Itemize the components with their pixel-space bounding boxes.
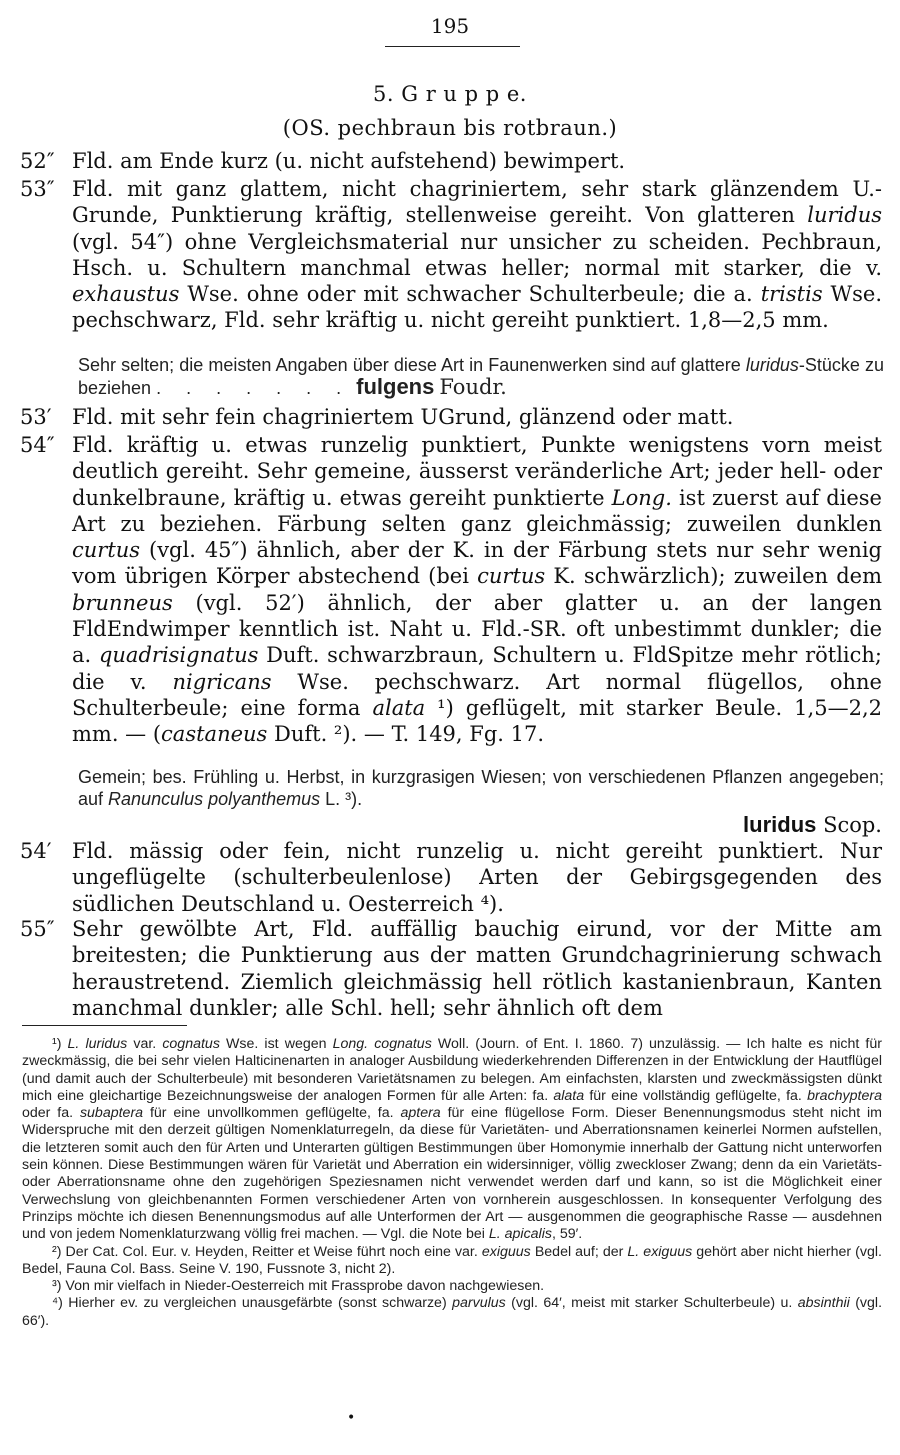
group-title: 5. G r u p p e.	[373, 82, 527, 106]
species-name: luridus	[743, 812, 817, 837]
bottom-dot: •	[347, 1410, 356, 1426]
species-name: fulgens	[356, 374, 435, 399]
couplet-text: Fld. mit sehr fein chagriniertem UGrund, glänzend oder matt.	[72, 405, 734, 429]
couplet-number: 53″	[20, 177, 55, 201]
page-number: 195	[430, 14, 470, 38]
key-entry-52	[20, 148, 882, 174]
footnote-4: ⁴) Hierher ev. zu vergleichen unausgefärbte (sonst schwarze) parvulus (vgl. 64′, meist mit starker Schulterbeule) u. absinthii (vgl. 66′).	[22, 1295, 883, 1329]
couplet-text: Sehr gewölbte Art, Fld. auffällig bauchig eirund, vor der Mitte am breitesten; die Punktierung aus der matten Grundchagrinierung schwach heraustretend. Ziemlich gleichmässig hell rötlich kastanienbraun, Kanten manchmal dunkler; alle Schl. hell; sehr ähnlich oft dem	[72, 917, 882, 1020]
header-rule	[385, 46, 520, 47]
species-note-fulgens: Sehr selten; die meisten Angaben über diese Art in Faunenwerken sind auf glattere luridus-Stücke zu beziehen . . . . . . . fulgens Foudr.	[78, 355, 885, 399]
couplet-number: 54″	[20, 433, 55, 457]
couplet-text: Fld. mässig oder fein, nicht runzelig u. nicht gereiht punktiert. Nur ungeflügelte (schulterbeulenlose) Arten der Gebirgsgegenden des südlichen Deutschland u. Oesterreich ⁴).	[72, 839, 882, 916]
species-name-line: luridus Scop.	[743, 812, 882, 837]
key-entry-54	[20, 432, 882, 748]
couplet-text: Fld. am Ende kurz (u. nicht aufstehend) bewimpert.	[72, 149, 626, 173]
couplet-text: Fld. kräftig u. etwas runzelig punktiert, Punkte wenigstens vorn meist deutlich gereiht. Sehr gemeine, äusserst veränderliche Art; jeder hell- oder dunkelbraune, kräftig u. etwas gereiht punktierte Long. ist zuerst auf diese Art zu beziehen. Färbung selten ganz gleichmässig; zuweilen dunklen curtus (vgl. 45″) ähnlich, aber der K. in der Färbung stets nur sehr wenig vom übrigen Körper abstechend (bei curtus K. schwärzlich); zuweilen dem brunneus (vgl. 52′) ähnlich, der aber glatter u. an der langen FldEndwimper kenntlich ist. Naht u. Fld.-SR. oft unbestimmt dunkler; die a. quadrisignatus Duft. schwarzbraun, Schultern u. FldSpitze mehr rötlich; die v. nigricans Wse. pechschwarz. Art normal flügellos, ohne Schulterbeule; eine forma alata ¹) geflügelt, mit starker Beule. 1,5—2,2 mm. — (castaneus Duft. ²). — T. 149, Fg. 17.	[72, 433, 883, 747]
couplet-text: Fld. mit ganz glattem, nicht chagriniertem, sehr stark glänzendem U.-Grunde, Punktierung kräftig, stellenweise gereiht. Von glatteren luridus (vgl. 54″) ohne Vergleichsmaterial nur unsicher zu scheiden. Pechbraun, Hsch. u. Schultern manchmal etwas heller; normal mit starker, die v. exhaustus Wse. ohne oder mit schwacher Schulterbeule; die a. tristis Wse. pechschwarz, Fld. sehr kräftig u. nicht gereiht punktiert. 1,8—2,5 mm.	[72, 177, 883, 333]
key-entry-55	[20, 916, 882, 1021]
couplet-number: 55″	[20, 917, 55, 941]
couplet-number: 53′	[20, 405, 52, 429]
footnote-2: ²) Der Cat. Col. Eur. v. Heyden, Reitter et Weise führt noch eine var. exiguus Bedel auf; der L. exiguus gehört aber nicht hierher (vgl. Bedel, Fauna Col. Bass. Seine V. 190, Fussnote 3, nicht 2).	[22, 1243, 882, 1277]
footnote-3: ³) Von mir vielfach in Nieder-Oesterreich mit Frassprobe davon nachgewiesen.	[52, 1278, 545, 1295]
couplet-number: 52″	[20, 149, 55, 173]
group-subtitle: (OS. pechbraun bis rotbraun.)	[282, 116, 618, 140]
footnote-rule	[22, 1025, 187, 1026]
key-entry-53b	[20, 404, 882, 430]
footnote-1: ¹) L. luridus var. cognatus Wse. ist wegen Long. cognatus Woll. (Journ. of Ent. I. 1860. 7) unzulässig. — Ich halte es nicht für zweckmässig, die bei sehr vielen Halticinenarten in analoger Ausbildung wiederkehrenden Differenzen in der Entwicklung der Hautflügel (und damit auch der Schulterbeule) mit besonderen Varietätsnamen zu belegen. Am einfachsten, klarsten und zweckmässigsten dünkt mich eine gleichartige Bezeichnungsweise der analogen Formen für alle Arten: fa. alata für eine vollständig geflügelte, fa. brachyptera oder fa. subaptera für eine unvollkommen geflügelte, fa. aptera für eine flügellose Form. Dieser Benennungsmodus steht nicht im Widerspruche mit den derzeit gültigen Nomenklaturregeln, da diese für Varietäten- und Aberrationsnamen keinerlei Normen aufstellen, die letzteren somit auch den für Arten und Unterarten gültigen Bestimmungen über Homonymie innerhalb der Gattung nicht unterworfen sein können. Diese Bestimmungen wären für Varietät und Aberration ein widersinniger, völlig zweckloser Zwang; denn da ein Varietäts- oder Aberrationsname ohne den zugehörigen Speziesnamen nicht verwendet werden darf und kann, so ist die Möglichkeit einer Verwechslung von gleichbenannten Formen verschiedener Arten von vornherein ausgeschlossen. In konsequenter Verfolgung des Prinzips möchte ich diesen Benennungsmodus auf alle Unterformen der Art — ausgenommen die geographische Rasse — ausdehnen und von jedem Nomenklaturzwang völlig frei machen. — Vgl. die Note bei L. apicalis, 59′.	[22, 1036, 882, 1243]
footnotes	[22, 1036, 882, 1330]
species-note-luridus: Gemein; bes. Frühling u. Herbst, in kurzgrasigen Wiesen; von verschiedenen Pflanzen angegeben; auf Ranunculus polyanthemus L. ³).	[78, 767, 884, 809]
couplet-number: 54′	[20, 839, 52, 863]
key-entry-54b	[20, 838, 882, 917]
key-entry-53	[20, 176, 882, 334]
